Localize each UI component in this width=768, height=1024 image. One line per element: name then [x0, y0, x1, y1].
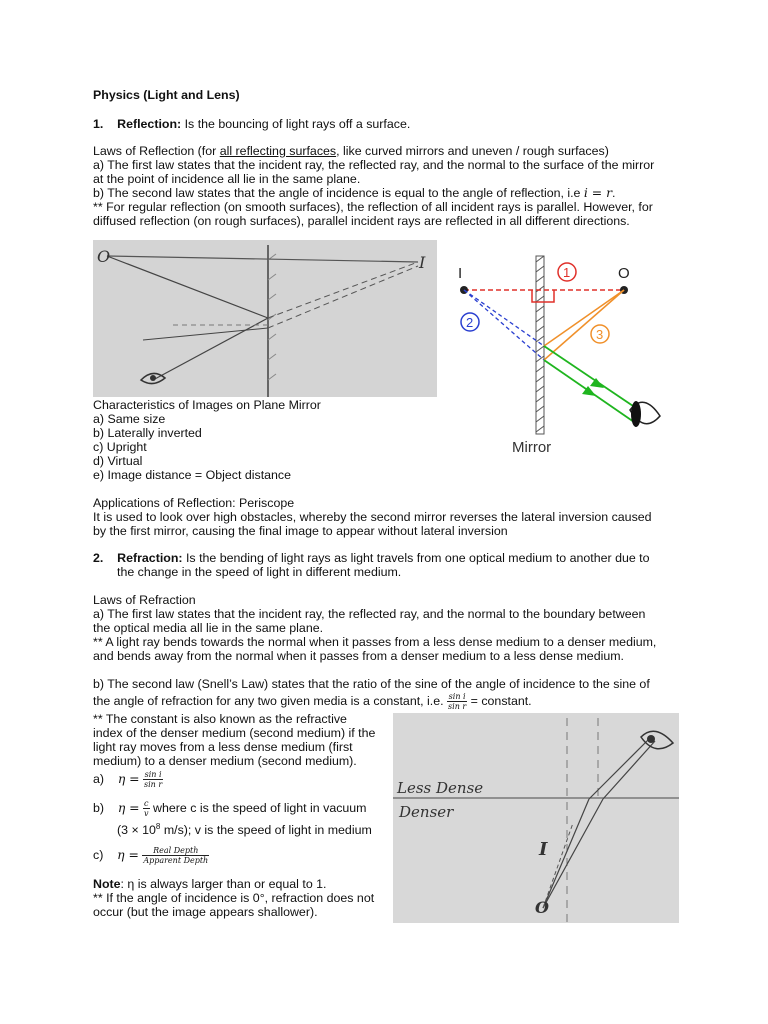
eta-symbol: η =	[117, 771, 140, 786]
reflection-sketch	[93, 240, 437, 397]
applications-heading: Applications of Reflection: Periscope	[93, 496, 295, 510]
laws-suffix: , like curved mirrors and uneven / rough surfaces)	[336, 144, 609, 158]
reflection-law-b	[93, 186, 616, 200]
reflection-term: Reflection:	[117, 117, 182, 131]
section-number: 1.	[93, 117, 104, 131]
applications-line1: It is used to look over high obstacles, whereby the second mirror reverses the lateral inversion caused	[93, 510, 652, 524]
laws-underlined: all reflecting surfaces	[219, 144, 337, 158]
zero-incidence-line2: occur (but the image appears shallower).	[93, 905, 318, 919]
characteristic-item: b) Laterally inverted	[93, 426, 202, 440]
eta-symbol: η =	[117, 800, 140, 815]
formula-c-fraction	[142, 846, 209, 865]
note-label: Note	[93, 877, 121, 891]
snell-fraction	[447, 692, 467, 711]
characteristic-item: c) Upright	[93, 440, 147, 454]
formula-b-label: b)	[93, 801, 105, 815]
formula-b	[93, 797, 367, 819]
reflection-law-a-line1: a) The first law states that the incident ray, the reflected ray, and the normal to the surface of the mirror	[93, 158, 655, 172]
note-line	[93, 877, 326, 891]
constant-line1: ** The constant is also known as the refractive	[93, 712, 347, 726]
formula-b-text: where c is the speed of light in vacuum	[153, 801, 367, 815]
plane-mirror-diagram	[448, 250, 688, 460]
sketch2-label-i: I	[539, 839, 548, 860]
formula-c-denominator: Apparent Depth	[143, 856, 209, 866]
less-dense-label: Less Dense	[397, 779, 484, 797]
mirror-label: Mirror	[512, 439, 552, 456]
constant-line3: light ray moves from a less dense medium (first	[93, 740, 353, 754]
page-title: Physics (Light and Lens)	[93, 88, 240, 102]
sketch1-label-o: O	[97, 247, 111, 266]
reflection-note-line1: ** For regular reflection (on smooth surfaces), the reflection of all incident rays is parallel. However, for	[93, 200, 653, 214]
laws-of-refraction-heading: Laws of Refraction	[93, 593, 196, 607]
applications-line2: by the first mirror, causing the final image to appear without lateral inversion	[93, 524, 508, 538]
law-b-end: .	[612, 186, 616, 200]
characteristic-item: d) Virtual	[93, 454, 143, 468]
formula-b-denominator: v	[144, 809, 149, 819]
formula-b-speed: (3 × 10	[117, 823, 156, 838]
refraction-law-a-line2: the optical media all lie in the same plane.	[93, 621, 324, 635]
diagram-label-o: O	[618, 265, 630, 282]
law-b-math: i = r	[583, 185, 613, 200]
section-refraction-heading	[93, 551, 650, 565]
refraction-term: Refraction:	[117, 551, 183, 565]
refraction-definition: Is the bending of light rays as light travels from one optical medium to another due to	[185, 551, 650, 565]
formula-a-numerator: sin i	[144, 770, 162, 780]
reflection-note-line2: diffused reflection (on rough surfaces), parallel incident rays are reflected in all different directions.	[93, 214, 630, 228]
sketch2-label-o: O	[535, 898, 549, 917]
snell-law-line2	[93, 691, 532, 711]
snell-law-line1: b) The second law (Snell’s Law) states that the ratio of the sine of the angle of incidence to the sine of	[93, 677, 650, 691]
characteristics-heading: Characteristics of Images on Plane Mirror	[93, 398, 321, 412]
formula-c	[93, 844, 209, 866]
eta-symbol: η =	[117, 847, 139, 862]
formula-a-fraction	[143, 770, 163, 789]
refraction-sketch-photo	[393, 713, 679, 923]
denser-label: Denser	[399, 803, 454, 821]
snell-denominator: sin r	[448, 702, 467, 712]
formula-c-numerator: Real Depth	[142, 846, 209, 856]
formula-a	[93, 768, 163, 790]
zero-incidence-line1: ** If the angle of incidence is 0°, refraction does not	[93, 891, 375, 905]
section-number: 2.	[93, 551, 104, 565]
constant-line4: medium) to a denser medium (second medium).	[93, 754, 357, 768]
formula-b-fraction	[143, 799, 150, 818]
formula-a-denominator: sin r	[144, 780, 163, 790]
laws-of-reflection-heading	[93, 144, 609, 158]
refraction-law-a-line1: a) The first law states that the incident ray, the reflected ray, and the normal to the boundary between	[93, 607, 646, 621]
sketch1-label-i: I	[419, 253, 426, 272]
note-text: : η is always larger than or equal to 1.	[120, 877, 327, 891]
refraction-definition-line2: the change in the speed of light in different medium.	[117, 565, 402, 579]
reflection-definition: Is the bouncing of light rays off a surface.	[184, 117, 411, 131]
formula-b-line2	[117, 820, 372, 837]
formula-c-label: c)	[93, 848, 104, 862]
refraction-sketch	[393, 713, 679, 923]
laws-prefix: Laws of Reflection (for	[93, 144, 220, 158]
constant-line2: index of the denser medium (second medium) if the	[93, 726, 376, 740]
snell-law-text: the angle of refraction for any two given media is a constant, i.e.	[93, 694, 448, 708]
characteristic-item: e) Image distance = Object distance	[93, 468, 292, 482]
reflection-law-a-line2: at the point of incidence all lie in the same plane.	[93, 172, 361, 186]
refraction-note-line1: ** A light ray bends towards the normal when it passes from a less dense medium to a denser medium,	[93, 635, 657, 649]
circle-num-3: 3	[596, 327, 604, 342]
snell-numerator: sin i	[448, 692, 466, 702]
formula-b-numerator: c	[144, 799, 149, 809]
snell-law-end: = constant.	[467, 694, 532, 708]
characteristic-item: a) Same size	[93, 412, 166, 426]
law-b-text: b) The second law states that the angle of incidence is equal to the angle of reflection, i.e	[93, 186, 584, 200]
formula-b-speed-rest: m/s); v is the speed of light in medium	[160, 823, 372, 838]
reflection-sketch-photo	[93, 240, 437, 397]
section-reflection-heading	[93, 117, 410, 131]
formula-a-label: a)	[93, 772, 105, 786]
exponent: 8	[155, 822, 161, 831]
refraction-note-line2: and bends away from the normal when it passes from a denser medium to a less dense medium.	[93, 649, 624, 663]
circle-num-2: 2	[466, 315, 474, 330]
circle-num-1: 1	[563, 265, 571, 280]
diagram-label-i: I	[458, 265, 463, 282]
